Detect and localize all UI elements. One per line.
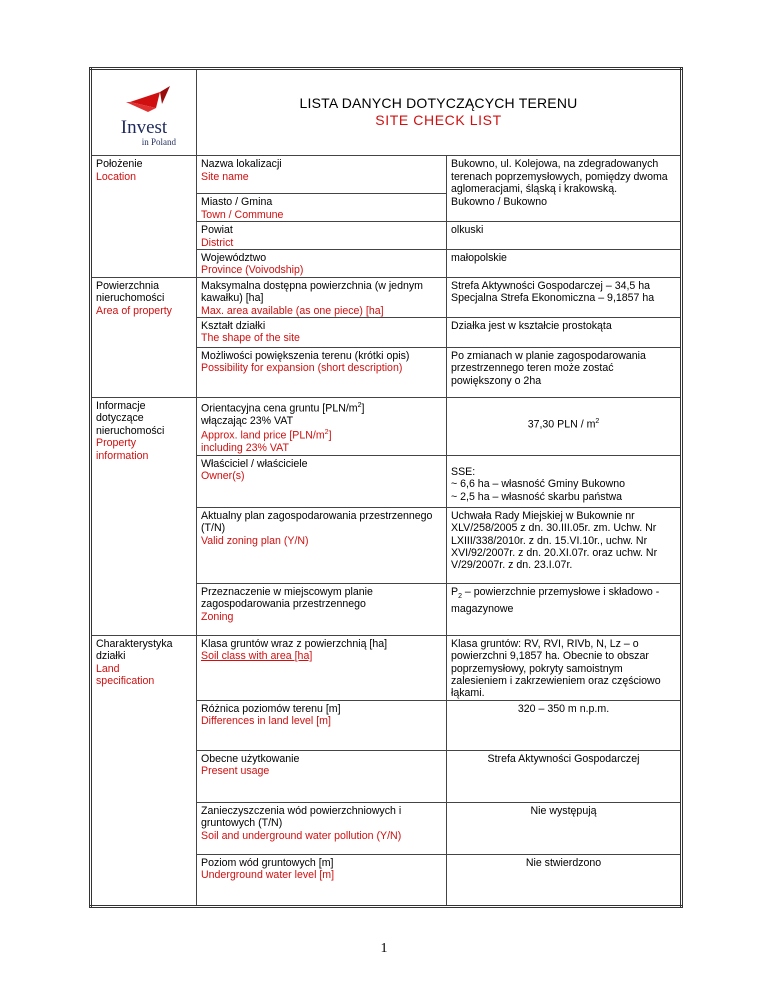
row-level-label: Różnica poziomów terenu [m] Differences in land level [m]: [197, 700, 447, 750]
section-area: Powierzchnia nieruchomości Area of property: [91, 277, 197, 397]
row-pollution-value: Nie występują: [447, 802, 682, 854]
page-subtitle: SITE CHECK LIST: [375, 112, 502, 128]
row-province-label: Województwo Province (Voivodship): [197, 250, 447, 278]
row-shape-value: Działka jest w kształcie prostokąta: [447, 318, 682, 348]
row-zoning-value: $P_2$ – powierzchnie przemysłowe i składowo - magazynowe: [447, 583, 682, 635]
row-max-area-label: Maksymalna dostępna powierzchnia (w jednym kawałku) [ha] Max. area available (as one piece) [ha]: [197, 277, 447, 317]
row-town-label: Miasto / Gmina Town / Commune: [197, 194, 447, 222]
row-price-label: Orientacyjna cena gruntu $[PLN/m^2]$ włączając 23% VAT Approx. land price $[PLN/m^2]$ including 23% VAT: [197, 398, 447, 456]
row-soil-value: Klasa gruntów: RV, RVI, RIVb, N, Lz – o powierzchni 9,1857 ha. Obecnie to obszar poprzemysłowy, pokryty samoistnym zalesieniem i zakrzewieniem oraz częściowo łąkami.: [447, 635, 682, 700]
row-expansion-label: Możliwości powiększenia terenu (krótki opis) Possibility for expansion (short description): [197, 348, 447, 398]
row-pollution-label: Zanieczyszczenia wód powierzchniowych i gruntowych (T/N) Soil and underground water pollution (Y/N): [197, 802, 447, 854]
row-owner-value: SSE: ~ 6,6 ha – własność Gminy Bukowno ~ 2,5 ha – własność skarbu państwa: [447, 455, 682, 507]
logo-cell: [91, 69, 197, 156]
invest-in-poland-logo: [96, 72, 192, 152]
logo-tagline-text: in Poland: [141, 137, 176, 147]
row-soil-label: Klasa gruntów wraz z powierzchnią [ha] Soil class with area [ha]: [197, 635, 447, 700]
row-water-label: Poziom wód gruntowych [m] Underground water level [m]: [197, 854, 447, 906]
title-cell: [197, 69, 682, 156]
row-level-value: 320 – 350 m n.p.m.: [447, 700, 682, 750]
section-property-info: Informacje dotyczące nieruchomości Property information: [91, 398, 197, 636]
page-number: 1: [380, 941, 388, 956]
row-max-area-value: Strefa Aktywności Gospodarczej – 34,5 ha Specjalna Strefa Ekonomiczna – 9,1857 ha: [447, 277, 682, 317]
row-usage-label: Obecne użytkowanie Present usage: [197, 750, 447, 802]
row-usage-value: Strefa Aktywności Gospodarczej: [447, 750, 682, 802]
row-owner-label: Właściciel / właściciele Owner(s): [197, 455, 447, 507]
section-land-spec: Charakterystyka działki Land specification: [91, 635, 197, 906]
row-district-value: olkuski: [447, 222, 682, 250]
row-price-value: 37,30 PLN / $m^2$: [447, 398, 682, 456]
row-water-value: Nie stwierdzono: [447, 854, 682, 906]
row-district-label: Powiat District: [197, 222, 447, 250]
row-province-value: małopolskie: [447, 250, 682, 278]
page-title: LISTA DANYCH DOTYCZĄCYCH TERENU: [299, 95, 578, 111]
row-site-name-label: Nazwa lokalizacji Site name: [197, 156, 447, 194]
row-zoning-label: Przeznaczenie w miejscowym planie zagospodarowania przestrzennego Zoning: [197, 583, 447, 635]
row-zoning-plan-value: Uchwała Rady Miejskiej w Bukownie nr XLV/258/2005 z dn. 30.III.05r. zm. Uchw. Nr LXIII/338/2010r. z dn. 15.VI.10r., uchw. Nr XVI/92/2007r. z dn. 20.XI.07r. oraz uchw. Nr V/29/2007r. z dn. 23.I.07r.: [447, 507, 682, 583]
section-location: Położenie Location: [91, 156, 197, 277]
row-shape-label: Kształt działki The shape of the site: [197, 318, 447, 348]
site-check-table: [89, 67, 683, 908]
row-site-name-value: Bukowno, ul. Kolejowa, na zdegradowanych terenach poprzemysłowych, pomiędzy dwoma aglomeracjami, śląską i krakowską. Bukowno / Bukowno: [447, 156, 682, 222]
logo-brand-text: Invest: [120, 117, 168, 138]
row-expansion-value: Po zmianach w planie zagospodarowania przestrzennego teren może zostać powiększony o 2ha: [447, 348, 682, 398]
row-zoning-plan-label: Aktualny plan zagospodarowania przestrzennego (T/N) Valid zoning plan (Y/N): [197, 507, 447, 583]
